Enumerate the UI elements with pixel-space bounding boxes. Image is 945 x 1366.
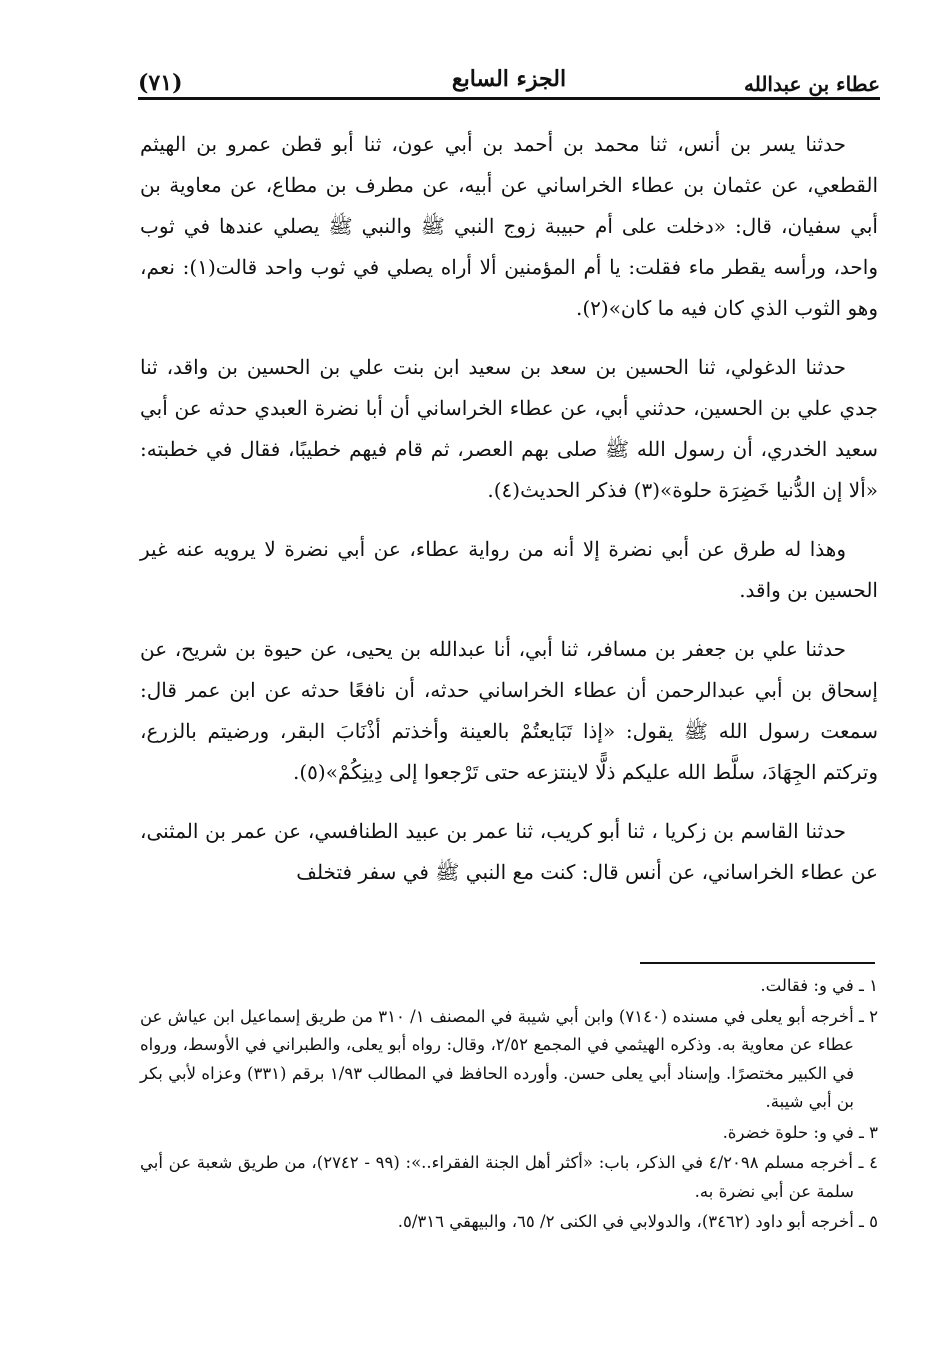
footnote: ٢ ـ أخرجه أبو يعلى في مسنده (٧١٤٠) وابن أبي شيبة في المصنف ١/ ٣١٠ من طريق إسماعيل ابن عياش عن عطاء عن معاوية به. وذكره الهيثمي في المجمع ٢/٥٢، وقال: رواه أبو يعلى، والطبراني في الأوسط، ورواه في الكبير مختصرًا. وإسناد أبي يعلى حسن. وأورده الحافظ في المطالب ١/٩٣ برقم (٣٣١) وعزاه لأبي بكر بن أبي شيبة. [140,1006,878,1111]
paragraph: حدثنا علي بن جعفر بن مسافر، ثنا أبي، أنا عبدالله بن يحيى، عن حيوة بن شريح، عن إسحاق بن أبي عبدالرحمن أن عطاء الخراساني حدثه، أن نافعًا حدثه عن ابن عمر قال: سمعت رسول الله ﷺ يقول: «إذا تَبَايعتُمْ بالعينة وأخذتم أذْنَابَ البقر، ورضيتم بالزرع، وتركتم الجِهَادَ، سلَّط الله عليكم ذلًّا لاينتزعه حتى تَرْجعوا إلى دِينِكُمْ»(٥). [140,637,878,784]
main-text [140,124,878,911]
header-volume-title: الجزء السابع [451,66,567,92]
footnote: ٤ ـ أخرجه مسلم ٤/٢٠٩٨ في الذكر، باب: «أكثر أهل الجنة الفقراء..»: (٩٩ - ٢٧٤٢)، من طريق شعبة عن أبي سلمة عن أبي نضرة به. [140,1153,879,1201]
running-header [138,56,880,96]
header-section-title: عطاء بن عبدالله [743,72,880,96]
footnotes [140,972,878,1239]
paragraph: حدثنا القاسم بن زكريا ، ثنا أبو كريب، ثنا عمر بن عبيد الطنافسي، عن عمر بن المثنى، عن عطاء الخراساني، عن أنس قال: كنت مع النبي ﷺ في سفر فتخلف [140,819,878,884]
page-number: (٧١) [138,70,183,96]
footnote-separator [640,962,875,964]
footnote: ٥ ـ أخرجه أبو داود (٣٤٦٢)، والدولابي في الكنى ٢/ ٦٥، والبيهقي ٥/٣١٦. [397,1212,878,1231]
paragraph: حدثنا يسر بن أنس، ثنا محمد بن أحمد بن أبي عون، ثنا أبو قطن عمرو بن الهيثم القطعي، عن عثمان بن عطاء الخراساني عن أبيه، عن مطرف بن مطاع، عن معاوية بن أبي سفيان، قال: «دخلت على أم حبيبة زوج النبي ﷺ والنبي ﷺ يصلي عندها في ثوب واحد، ورأسه يقطر ماء فقلت: يا أم المؤمنين ألا أراه يصلي في ثوب واحد قالت(١): نعم، وهو الثوب الذي كان فيه ما كان»(٢). [140,132,878,320]
footnote: ٣ ـ في و: حلوة خضرة. [722,1122,878,1142]
footnote: ١ ـ في و: فقالت. [760,976,878,995]
paragraph: وهذا له طرق عن أبي نضرة إلا أنه من رواية عطاء، عن أبي نضرة لا يرويه عنه غير الحسين بن واقد. [140,537,878,602]
header-rule [138,97,880,100]
paragraph: حدثنا الدغولي، ثنا الحسين بن سعد بن سعيد ابن بنت علي بن الحسين بن واقد، ثنا جدي علي بن الحسين، حدثني أبي، عن عطاء الخراساني أن أبا نضرة العبدي حدثه عن أبي سعيد الخدري، أن رسول الله ﷺ صلى بهم العصر، ثم قام فيهم خطيبًا، فقال في خطبته: «ألا إن الدُّنيا خَضِرَة حلوة»(٣) فذكر الحديث(٤). [140,355,878,502]
